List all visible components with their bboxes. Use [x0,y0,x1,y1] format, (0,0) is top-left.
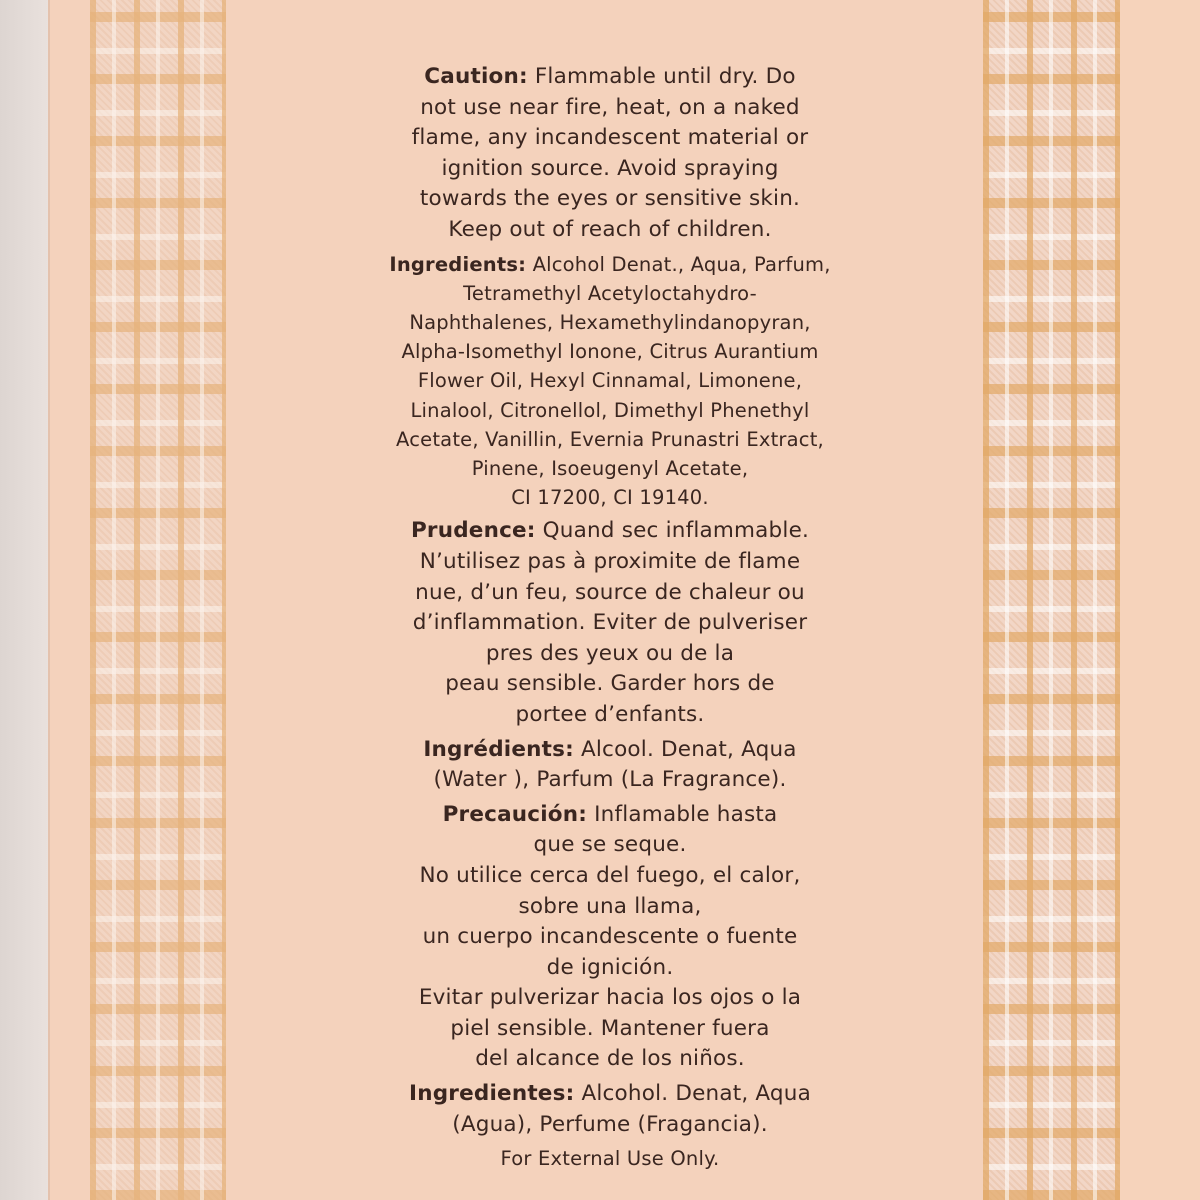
caution-line: towards the eyes or sensitive skin. [419,186,801,212]
ingredientes-es-line: Alcohol. Denat, Aqua [581,1081,811,1107]
precaucion-line: No utilice cerca del fuego, el calor, [419,862,801,888]
prudence-line: d’inflammation. Eviter de pulveriser [412,610,808,636]
ingredients-en-line: Alpha-Isomethyl Ionone, Citrus Aurantium [401,340,819,364]
prudence-block [340,516,880,730]
product-label-text [340,62,880,1173]
ingredients-fr-line: (Water ), Parfum (La Fragrance). [433,767,787,793]
ingredientes-es-block [340,1079,880,1140]
ingredients-en-line: Linalool, Citronellol, Dimethyl Phenethyl [410,398,810,422]
ingredients-en-block [340,250,880,513]
ingredients-en-line: Acetate, Vanillin, Evernia Prunastri Extract, [396,427,824,451]
background-surface [0,0,48,1200]
precaucion-line: del alcance de los niños. [475,1046,745,1072]
packaging-panel-right-edge [1120,0,1200,1200]
caution-line: flame, any incandescent material or [411,125,809,151]
ingredients-en-line: CI 17200, CI 19140. [511,486,709,510]
prudence-line: peau sensible. Garder hors de [445,671,775,697]
prudence-line: nue, d’un feu, source de chaleur ou [415,579,805,605]
ingredients-en-line: Alcohol Denat., Aqua, Parfum, [532,252,831,276]
plaid-stripe-left [90,0,226,1200]
caution-line: not use near fire, heat, on a naked [420,94,800,120]
prudence-heading: Prudence: [410,518,536,544]
prudence-line: Quand sec inflammable. [542,518,810,544]
precaucion-line: sobre una llama, [518,893,702,919]
ingredientes-es-heading: Ingredientes: [409,1081,575,1107]
caution-line: ignition source. Avoid spraying [441,155,779,181]
caution-line: Flammable until dry. Do [534,64,796,89]
precaucion-line: piel sensible. Mantener fuera [450,1015,770,1041]
plaid-stripe-right [983,0,1120,1200]
caution-block [340,62,880,246]
precaucion-heading: Precaución: [442,801,588,827]
ingredients-fr-heading: Ingrédients: [423,736,574,762]
precaucion-line: de ignición. [546,954,674,980]
ingredients-fr-line: Alcool. Denat, Aqua [580,736,797,762]
ingredients-en-line: Pinene, Isoeugenyl Acetate, [471,456,749,480]
precaucion-block [340,800,880,1075]
caution-line: Keep out of reach of children. [448,216,772,242]
ingredients-en-line: Tetramethyl Acetyloctahydro- [463,281,757,305]
external-use-block [340,1144,880,1173]
ingredients-en-line: Flower Oil, Hexyl Cinnamal, Limonene, [417,369,803,393]
precaucion-line: un cuerpo incandescente o fuente [422,924,798,950]
prudence-line: portee d’enfants. [515,701,705,727]
external-use-text: For External Use Only. [500,1147,720,1171]
prudence-line: N’utilisez pas à proximite de flame [419,548,801,574]
precaucion-line: Evitar pulverizar hacia los ojos o la [418,985,802,1011]
ingredients-fr-block [340,735,880,796]
ingredientes-es-line: (Agua), Perfume (Fragancia). [452,1111,768,1137]
caution-heading: Caution: [424,64,528,89]
ingredients-en-line: Naphthalenes, Hexamethylindanopyran, [409,310,811,334]
ingredients-en-heading: Ingredients: [389,252,527,276]
precaucion-line: Inflamable hasta [594,801,778,827]
precaucion-line: que se seque. [533,832,687,858]
prudence-line: pres des yeux ou de la [485,640,735,666]
